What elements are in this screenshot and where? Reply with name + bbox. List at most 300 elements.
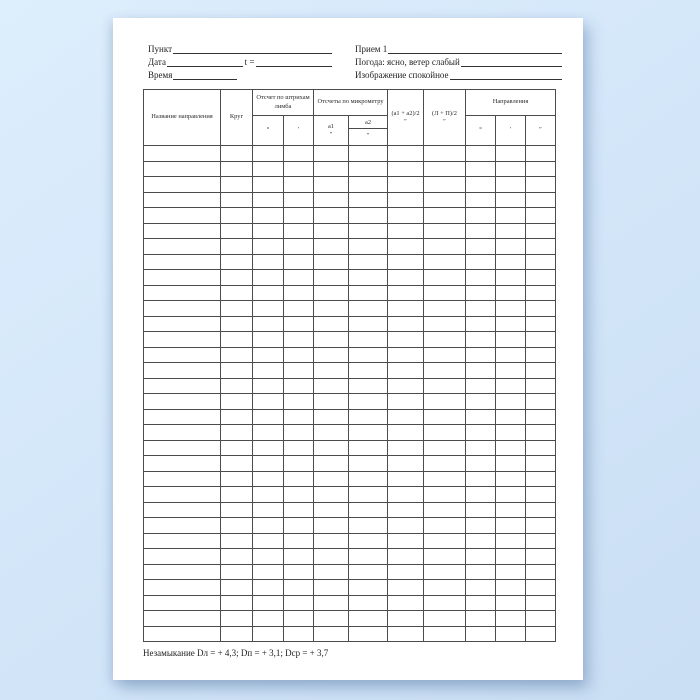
empty-cell	[349, 595, 388, 611]
table-row	[144, 471, 556, 487]
empty-cell	[144, 316, 221, 332]
empty-cell	[284, 223, 314, 239]
empty-cell	[496, 161, 526, 177]
empty-cell	[144, 239, 221, 255]
empty-cell	[284, 177, 314, 193]
degree-symbol: °	[479, 126, 482, 134]
seconds-symbol: ″	[329, 131, 333, 139]
empty-cell	[496, 611, 526, 627]
empty-cell	[284, 595, 314, 611]
empty-cell	[284, 580, 314, 596]
empty-cell	[526, 347, 556, 363]
empty-cell	[144, 533, 221, 549]
empty-cell	[314, 378, 349, 394]
empty-cell	[144, 549, 221, 565]
empty-cell	[466, 518, 496, 534]
empty-cell	[314, 549, 349, 565]
empty-cell	[284, 239, 314, 255]
empty-cell	[388, 254, 424, 270]
empty-cell	[466, 409, 496, 425]
empty-cell	[144, 208, 221, 224]
empty-cell	[526, 409, 556, 425]
empty-cell	[144, 378, 221, 394]
table-row	[144, 549, 556, 565]
empty-cell	[144, 502, 221, 518]
empty-cell	[466, 549, 496, 565]
empty-cell	[284, 146, 314, 162]
empty-cell	[466, 332, 496, 348]
empty-cell	[466, 285, 496, 301]
empty-cell	[349, 161, 388, 177]
empty-cell	[144, 580, 221, 596]
empty-cell	[284, 502, 314, 518]
empty-cell	[314, 394, 349, 410]
empty-cell	[253, 254, 284, 270]
empty-cell	[144, 425, 221, 441]
empty-cell	[349, 192, 388, 208]
empty-cell	[388, 595, 424, 611]
empty-cell	[526, 487, 556, 503]
empty-cell	[221, 487, 253, 503]
empty-cell	[221, 518, 253, 534]
empty-cell	[526, 223, 556, 239]
empty-cell	[424, 378, 466, 394]
empty-cell	[144, 177, 221, 193]
empty-cell	[221, 440, 253, 456]
empty-cell	[284, 347, 314, 363]
empty-cell	[424, 580, 466, 596]
empty-cell	[496, 456, 526, 472]
empty-cell	[526, 502, 556, 518]
empty-cell	[221, 471, 253, 487]
empty-cell	[144, 192, 221, 208]
empty-cell	[349, 518, 388, 534]
col-header-dir-deg	[466, 116, 496, 146]
empty-cell	[314, 254, 349, 270]
empty-cell	[496, 223, 526, 239]
empty-cell	[466, 363, 496, 379]
table-row	[144, 611, 556, 627]
empty-cell	[284, 626, 314, 642]
header-left-block	[148, 42, 332, 81]
empty-cell	[314, 223, 349, 239]
seconds-symbol: ″	[443, 118, 446, 126]
empty-cell	[526, 270, 556, 286]
table-row	[144, 208, 556, 224]
empty-cell	[388, 223, 424, 239]
empty-cell	[314, 347, 349, 363]
col-header-avg-lp: (Л + П)/2 ″	[424, 90, 466, 146]
empty-cell	[221, 533, 253, 549]
empty-cell	[526, 301, 556, 317]
empty-cell	[526, 285, 556, 301]
empty-cell	[253, 363, 284, 379]
empty-cell	[466, 223, 496, 239]
empty-cell	[424, 363, 466, 379]
empty-cell	[221, 223, 253, 239]
empty-cell	[424, 285, 466, 301]
empty-cell	[221, 192, 253, 208]
empty-cell	[424, 177, 466, 193]
empty-cell	[388, 611, 424, 627]
field-priem	[355, 42, 562, 55]
empty-cell	[253, 549, 284, 565]
col-header-dir-sec	[526, 116, 556, 146]
empty-cell	[466, 208, 496, 224]
degree-symbol: °	[266, 126, 270, 134]
field-vremya-label: Время	[148, 70, 173, 80]
empty-cell	[466, 146, 496, 162]
field-punkt	[148, 42, 332, 55]
table-row	[144, 316, 556, 332]
empty-cell	[253, 471, 284, 487]
empty-cell	[526, 533, 556, 549]
empty-cell	[424, 611, 466, 627]
empty-cell	[284, 518, 314, 534]
empty-cell	[496, 177, 526, 193]
empty-cell	[314, 533, 349, 549]
empty-cell	[144, 471, 221, 487]
empty-cell	[496, 471, 526, 487]
empty-cell	[526, 595, 556, 611]
empty-cell	[253, 533, 284, 549]
empty-cell	[284, 270, 314, 286]
table-row	[144, 626, 556, 642]
empty-cell	[526, 425, 556, 441]
empty-cell	[253, 285, 284, 301]
table-header	[144, 90, 556, 146]
empty-cell	[496, 595, 526, 611]
field-t-label: t =	[244, 57, 255, 67]
empty-cell	[349, 440, 388, 456]
empty-cell	[144, 487, 221, 503]
empty-cell	[526, 440, 556, 456]
empty-cell	[526, 332, 556, 348]
empty-cell	[284, 471, 314, 487]
table-row	[144, 378, 556, 394]
empty-cell	[526, 378, 556, 394]
empty-cell	[349, 285, 388, 301]
empty-cell	[388, 533, 424, 549]
empty-cell	[496, 239, 526, 255]
col-header-circle: Круг	[221, 90, 253, 146]
empty-cell	[314, 161, 349, 177]
blank-line	[256, 57, 332, 67]
table-row	[144, 518, 556, 534]
empty-cell	[466, 595, 496, 611]
empty-cell	[314, 363, 349, 379]
empty-cell	[388, 316, 424, 332]
empty-cell	[221, 502, 253, 518]
empty-cell	[424, 409, 466, 425]
empty-cell	[349, 549, 388, 565]
empty-cell	[388, 626, 424, 642]
empty-cell	[314, 595, 349, 611]
empty-cell	[221, 270, 253, 286]
empty-cell	[221, 208, 253, 224]
empty-cell	[284, 425, 314, 441]
empty-cell	[466, 301, 496, 317]
empty-cell	[466, 316, 496, 332]
field-vremya	[148, 68, 332, 81]
empty-cell	[221, 332, 253, 348]
empty-cell	[284, 549, 314, 565]
col-header-avg-a: (a1 + a2)/2 ″	[388, 90, 424, 146]
empty-cell	[496, 549, 526, 565]
empty-cell	[221, 564, 253, 580]
empty-cell	[424, 425, 466, 441]
empty-cell	[253, 595, 284, 611]
empty-cell	[496, 518, 526, 534]
empty-cell	[466, 254, 496, 270]
empty-cell	[424, 332, 466, 348]
empty-cell	[424, 270, 466, 286]
empty-cell	[349, 502, 388, 518]
empty-cell	[349, 223, 388, 239]
empty-cell	[144, 161, 221, 177]
empty-cell	[253, 316, 284, 332]
empty-cell	[388, 239, 424, 255]
empty-cell	[388, 394, 424, 410]
empty-cell	[424, 549, 466, 565]
empty-cell	[349, 394, 388, 410]
empty-cell	[388, 487, 424, 503]
empty-cell	[221, 549, 253, 565]
empty-cell	[424, 208, 466, 224]
empty-cell	[388, 502, 424, 518]
empty-cell	[388, 301, 424, 317]
empty-cell	[253, 502, 284, 518]
col-header-limb-min	[284, 116, 314, 146]
seconds-symbol: ″	[539, 126, 542, 134]
empty-cell	[526, 177, 556, 193]
empty-cell	[221, 626, 253, 642]
field-data-label: Дата	[148, 57, 166, 67]
empty-cell	[349, 564, 388, 580]
table-row	[144, 363, 556, 379]
empty-cell	[144, 595, 221, 611]
empty-cell	[466, 177, 496, 193]
empty-cell	[424, 223, 466, 239]
empty-cell	[144, 223, 221, 239]
empty-cell	[496, 564, 526, 580]
empty-cell	[253, 208, 284, 224]
empty-cell	[221, 363, 253, 379]
table-row	[144, 425, 556, 441]
empty-cell	[526, 254, 556, 270]
empty-cell	[526, 316, 556, 332]
empty-cell	[221, 409, 253, 425]
empty-cell	[284, 332, 314, 348]
empty-cell	[284, 440, 314, 456]
empty-cell	[253, 440, 284, 456]
empty-cell	[496, 301, 526, 317]
table-row	[144, 270, 556, 286]
empty-cell	[253, 378, 284, 394]
table-row	[144, 409, 556, 425]
empty-cell	[388, 409, 424, 425]
empty-cell	[466, 564, 496, 580]
empty-cell	[466, 378, 496, 394]
table-row	[144, 347, 556, 363]
empty-cell	[144, 611, 221, 627]
empty-cell	[253, 409, 284, 425]
empty-cell	[424, 626, 466, 642]
empty-cell	[466, 533, 496, 549]
empty-cell	[496, 146, 526, 162]
empty-cell	[284, 533, 314, 549]
blank-line	[173, 44, 332, 54]
empty-cell	[466, 471, 496, 487]
blank-line	[450, 70, 562, 80]
empty-cell	[349, 332, 388, 348]
empty-cell	[221, 378, 253, 394]
empty-cell	[314, 192, 349, 208]
empty-cell	[284, 208, 314, 224]
empty-cell	[144, 254, 221, 270]
table-row	[144, 564, 556, 580]
empty-cell	[388, 177, 424, 193]
empty-cell	[144, 394, 221, 410]
empty-cell	[466, 456, 496, 472]
table-row	[144, 580, 556, 596]
empty-cell	[314, 177, 349, 193]
empty-cell	[314, 440, 349, 456]
field-pogoda	[355, 55, 562, 68]
minute-symbol: ′	[297, 126, 300, 134]
empty-cell	[466, 502, 496, 518]
empty-cell	[496, 208, 526, 224]
empty-cell	[314, 409, 349, 425]
empty-cell	[314, 425, 349, 441]
empty-cell	[314, 626, 349, 642]
empty-cell	[349, 471, 388, 487]
empty-cell	[349, 239, 388, 255]
empty-cell	[284, 254, 314, 270]
empty-cell	[466, 611, 496, 627]
empty-cell	[349, 316, 388, 332]
empty-cell	[424, 394, 466, 410]
empty-cell	[314, 502, 349, 518]
empty-cell	[349, 580, 388, 596]
field-izobrazhenie	[355, 68, 562, 81]
empty-cell	[466, 425, 496, 441]
empty-cell	[221, 161, 253, 177]
empty-cell	[388, 425, 424, 441]
empty-cell	[424, 564, 466, 580]
empty-cell	[424, 192, 466, 208]
col-group-directions: Направления	[466, 90, 556, 116]
empty-cell	[253, 394, 284, 410]
empty-cell	[424, 456, 466, 472]
empty-cell	[284, 456, 314, 472]
empty-cell	[424, 533, 466, 549]
empty-cell	[349, 254, 388, 270]
empty-cell	[253, 518, 284, 534]
empty-cell	[253, 192, 284, 208]
table-row	[144, 332, 556, 348]
empty-cell	[388, 440, 424, 456]
empty-cell	[284, 611, 314, 627]
empty-cell	[388, 564, 424, 580]
empty-cell	[424, 518, 466, 534]
empty-cell	[526, 611, 556, 627]
empty-cell	[349, 270, 388, 286]
empty-cell	[466, 270, 496, 286]
empty-cell	[144, 456, 221, 472]
empty-cell	[526, 471, 556, 487]
empty-cell	[424, 146, 466, 162]
empty-cell	[253, 270, 284, 286]
empty-cell	[253, 611, 284, 627]
empty-cell	[388, 285, 424, 301]
table-row	[144, 440, 556, 456]
empty-cell	[526, 192, 556, 208]
col-header-a1: a1 ″	[314, 116, 349, 146]
table-row	[144, 146, 556, 162]
empty-cell	[144, 285, 221, 301]
empty-cell	[253, 332, 284, 348]
empty-cell	[526, 518, 556, 534]
empty-cell	[144, 270, 221, 286]
col-header-limb-deg	[253, 116, 284, 146]
empty-cell	[496, 425, 526, 441]
col-header-name: Название направления	[144, 90, 221, 146]
empty-cell	[388, 270, 424, 286]
empty-cell	[526, 394, 556, 410]
empty-cell	[349, 378, 388, 394]
empty-cell	[284, 394, 314, 410]
empty-cell	[349, 487, 388, 503]
empty-cell	[349, 611, 388, 627]
empty-cell	[349, 425, 388, 441]
table-body	[144, 146, 556, 642]
col-group-micrometer: Отсчеты по микрометру	[314, 90, 388, 116]
empty-cell	[221, 177, 253, 193]
closure-note: Незамыкание Dл = + 4,3; Dп = + 3,1; Dср = + 3,7	[143, 648, 329, 658]
empty-cell	[349, 146, 388, 162]
seconds-symbol: ″	[404, 118, 407, 126]
field-punkt-label: Пункт	[148, 44, 173, 54]
empty-cell	[496, 332, 526, 348]
empty-cell	[253, 580, 284, 596]
empty-cell	[284, 487, 314, 503]
empty-cell	[496, 502, 526, 518]
empty-cell	[424, 502, 466, 518]
blank-line	[173, 70, 237, 80]
empty-cell	[144, 347, 221, 363]
empty-cell	[388, 549, 424, 565]
empty-cell	[424, 471, 466, 487]
empty-cell	[466, 487, 496, 503]
table-row	[144, 487, 556, 503]
empty-cell	[424, 161, 466, 177]
empty-cell	[388, 471, 424, 487]
table-row	[144, 223, 556, 239]
empty-cell	[526, 456, 556, 472]
empty-cell	[496, 363, 526, 379]
empty-cell	[221, 611, 253, 627]
empty-cell	[349, 177, 388, 193]
empty-cell	[424, 301, 466, 317]
empty-cell	[424, 347, 466, 363]
seconds-symbol: ″	[366, 132, 370, 139]
table-row	[144, 394, 556, 410]
empty-cell	[314, 456, 349, 472]
empty-cell	[496, 270, 526, 286]
empty-cell	[496, 316, 526, 332]
empty-cell	[221, 394, 253, 410]
